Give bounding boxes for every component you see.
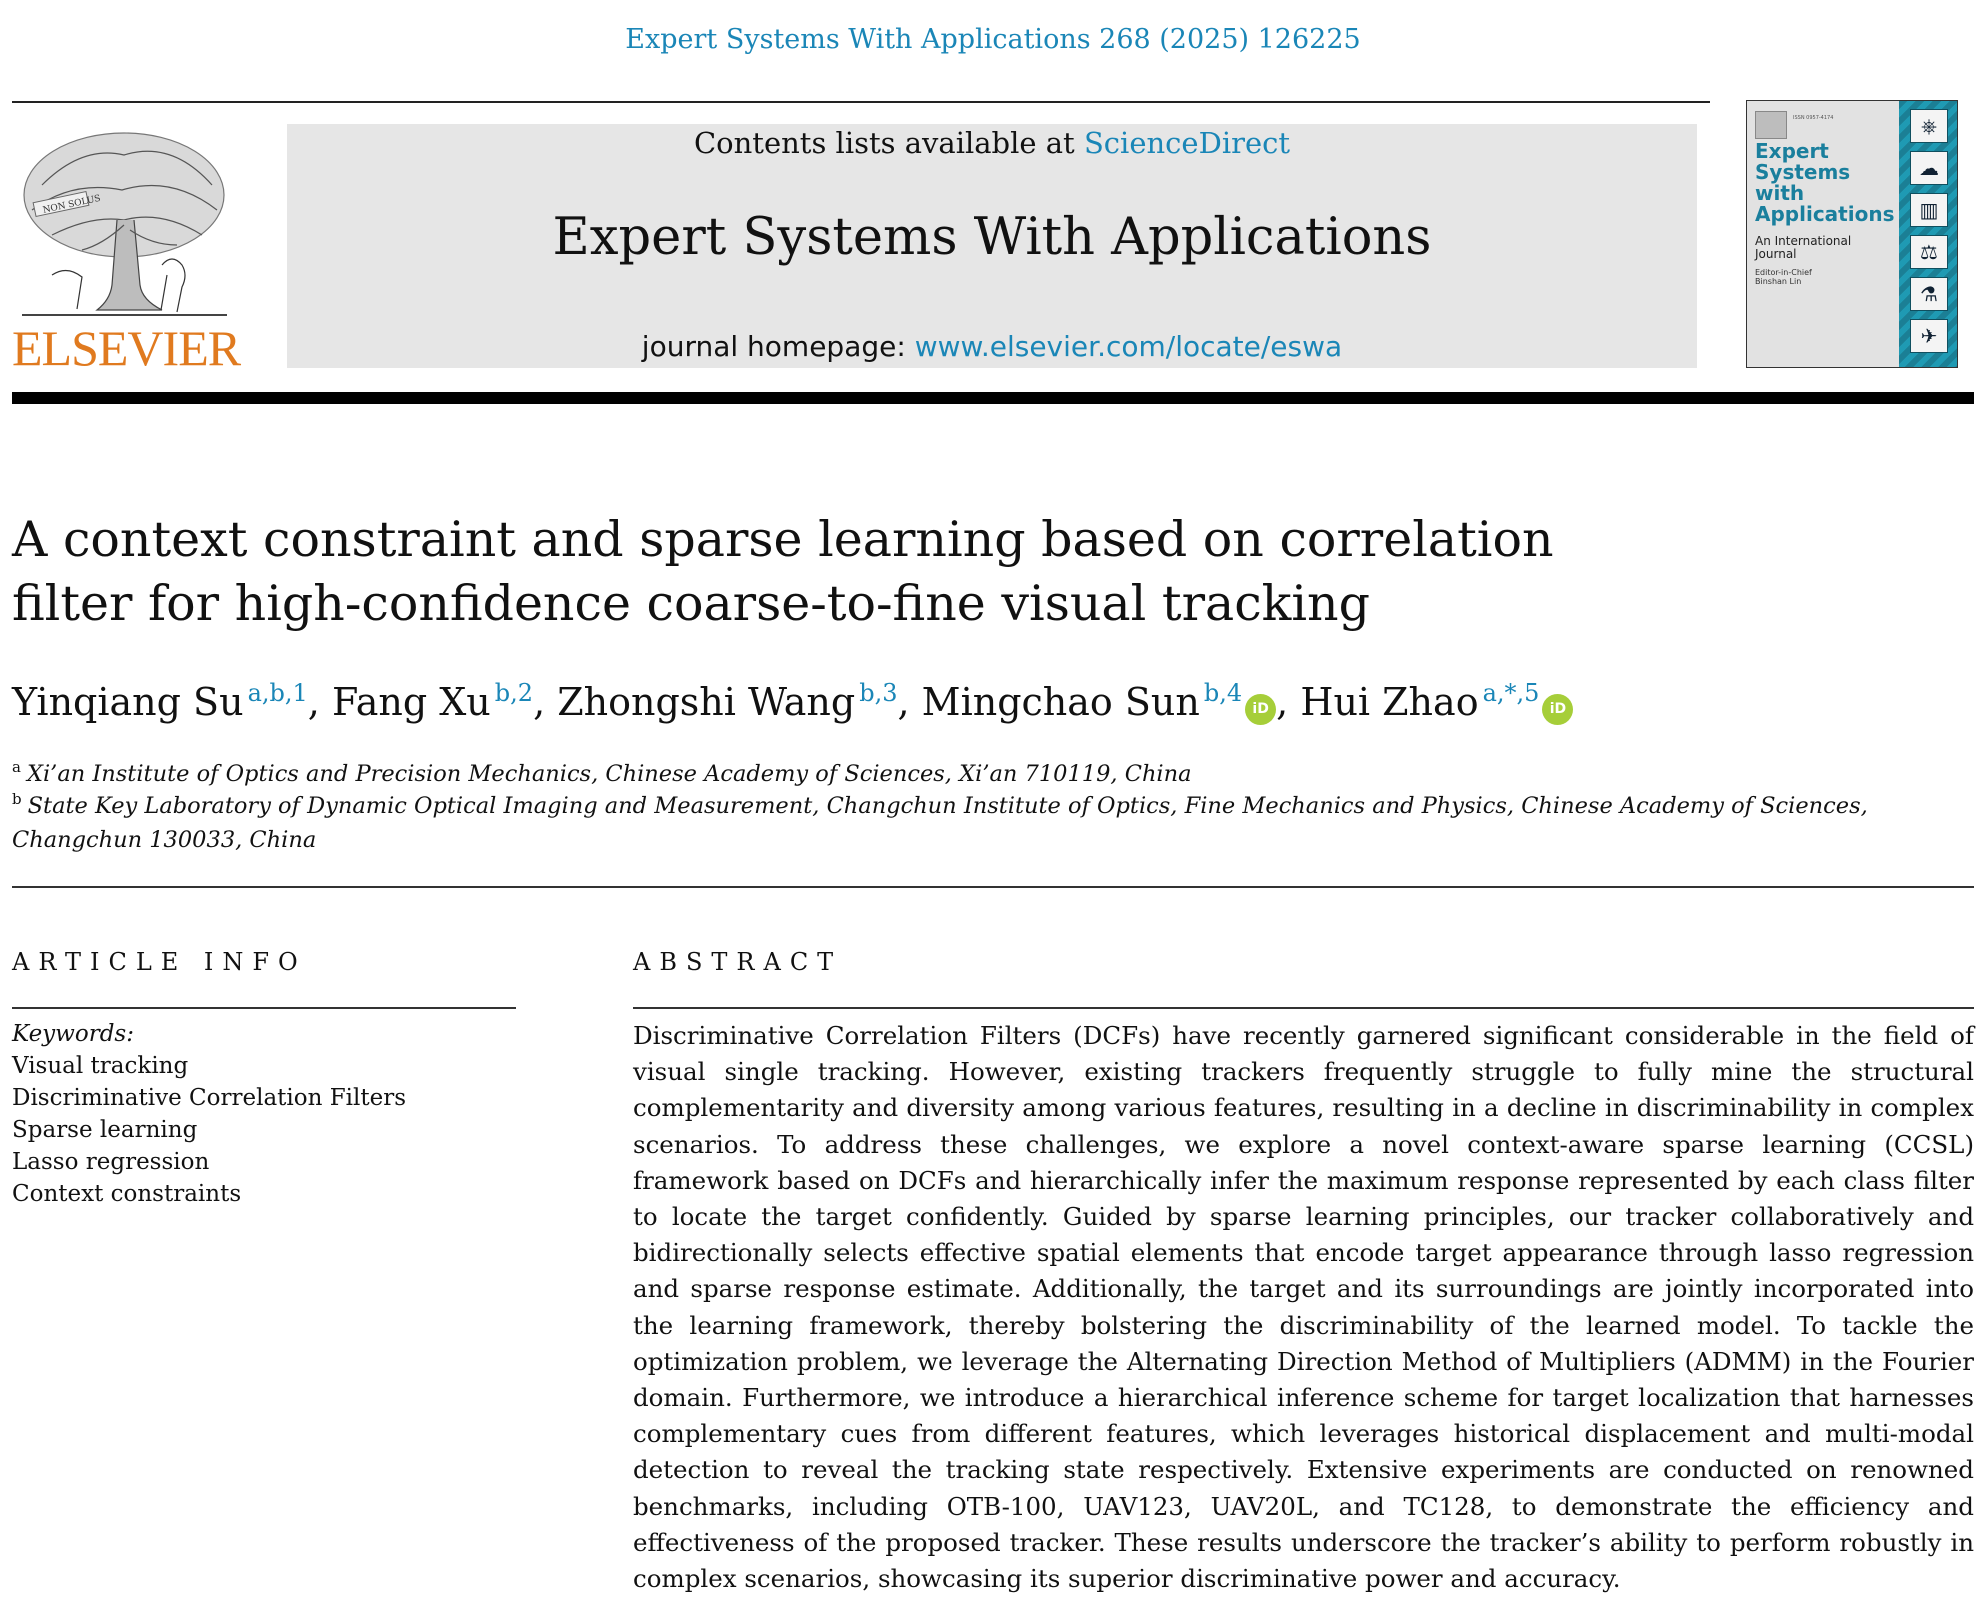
- author-affiliation-refs[interactable]: a,*,5: [1482, 679, 1540, 707]
- steering-wheel-icon: ⎈: [1910, 109, 1948, 143]
- bar-chart-icon: ▥: [1910, 193, 1948, 227]
- keyword-item: Visual tracking: [12, 1053, 189, 1079]
- abstract-rule: [633, 1007, 1974, 1009]
- author-name[interactable]: Yinqiang Su: [12, 680, 244, 724]
- author-separator: ,: [897, 680, 922, 724]
- keyword-item: Sparse learning: [12, 1117, 198, 1143]
- brain-icon: ☁: [1910, 151, 1948, 185]
- journal-title: Expert Systems With Applications: [552, 208, 1432, 267]
- contents-prefix: Contents lists available at: [693, 126, 1084, 160]
- keyword-item: Discriminative Correlation Filters: [12, 1085, 407, 1111]
- cover-editor-name: Binshan Lin: [1755, 277, 1802, 286]
- affiliation-rule: [12, 886, 1974, 888]
- scales-icon: ⚖: [1910, 235, 1948, 269]
- cover-issn: ISSN 0957-4174: [1793, 115, 1834, 121]
- header-thick-rule: [12, 392, 1974, 404]
- abstract-heading: ABSTRACT: [633, 948, 843, 976]
- author-name[interactable]: Hui Zhao: [1300, 680, 1479, 724]
- abstract-text: Discriminative Correlation Filters (DCFs) have recently garnered significant considerable in the field of visual single tracking. However, existing trackers frequently struggle to fully mine the structural complementarity and diversity among various features, resulting in a decline in discriminability in complex scenarios. To address these challenges, we explore a novel context-aware sparse learning (CCSL) framework based on DCFs and hierarchically infer the maximum response represented by each class filter to locate the target confidently. Guided by sparse learning principles, our tracker collaboratively and bidirectionally selects effective spatial elements that encode target appearance through lasso regression and sparse response estimate. Additionally, the target and its surroundings are jointly incorporated into the learning framework, thereby bolstering the discriminability of the learned model. To tackle the optimization problem, we leverage the Alternating Direction Method of Multipliers (ADMM) in the Fourier domain. Furthermore, we introduce a hierarchical inference scheme for target localization that harnesses complementary cues from different features, which leverages historical displacement and multi-modal detection to reveal the tracking state respectively. Extensive experiments are conducted on renowned benchmarks, including OTB-100, UAV123, UAV20L, and TC128, to demonstrate the efficiency and effectiveness of the proposed tracker. These results underscore the tracker’s ability to perform robustly in complex scenarios, showcasing its superior discriminative power and accuracy.: [633, 1021, 1974, 1594]
- satellite-icon: ✈: [1910, 319, 1948, 353]
- author-list: [12, 680, 1972, 725]
- header-top-rule: [12, 101, 1710, 103]
- keywords-list: [12, 1050, 532, 1210]
- article-title: A context constraint and sparse learning based on correlation filter for high-confidence coarse-to-fine visual tracking: [12, 511, 1554, 632]
- logo-motto: NON SOLUS: [41, 193, 102, 216]
- keywords-block: [12, 1018, 532, 1210]
- article-info-rule: [12, 1007, 516, 1009]
- author-separator: ,: [307, 680, 332, 724]
- affiliation-text: State Key Laboratory of Dynamic Optical Imaging and Measurement, Changchun Institute of Optics, Fine Mechanics and Physics, Chinese Academy of Sciences, Changchun 130033, China: [12, 793, 1868, 853]
- author-separator: ,: [1276, 680, 1301, 724]
- author-name[interactable]: Zhongshi Wang: [557, 680, 856, 724]
- orcid-icon[interactable]: iD: [1542, 694, 1573, 725]
- affiliation-b: [12, 790, 1972, 856]
- journal-homepage-link[interactable]: www.elsevier.com/locate/eswa: [914, 330, 1343, 363]
- journal-homepage-line: [287, 330, 1697, 363]
- cover-mini-image: [1755, 111, 1787, 139]
- cover-editor: [1755, 268, 1895, 286]
- cover-editor-label: Editor-in-Chief: [1755, 268, 1812, 277]
- cover-subtitle: An International Journal: [1755, 234, 1852, 261]
- cover-title: Expert Systems with Applications: [1755, 139, 1895, 226]
- author-affiliation-refs[interactable]: b,3: [859, 679, 898, 707]
- affiliation-text: Xi’an Institute of Optics and Precision Mechanics, Chinese Academy of Sciences, Xi’an 710119, China: [26, 761, 1192, 787]
- keyword-item: Lasso regression: [12, 1149, 210, 1175]
- affiliation-mark: a: [12, 758, 21, 776]
- author-affiliation-refs[interactable]: b,4: [1203, 679, 1243, 707]
- contents-available-line: [287, 124, 1697, 160]
- sciencedirect-link[interactable]: ScienceDirect: [1083, 126, 1291, 160]
- orcid-icon[interactable]: iD: [1245, 694, 1276, 725]
- keyword-item: Context constraints: [12, 1181, 242, 1207]
- author-name[interactable]: Mingchao Sun: [921, 680, 1200, 724]
- article-info-heading: ARTICLE INFO: [12, 948, 307, 976]
- affiliation-a: [12, 758, 1972, 792]
- journal-citation-link[interactable]: Expert Systems With Applications 268 (2025) 126225: [625, 24, 1361, 55]
- elsevier-logo[interactable]: [10, 125, 241, 376]
- affiliation-mark: b: [12, 790, 22, 808]
- journal-header-box: [287, 124, 1697, 368]
- author-name[interactable]: Fang Xu: [331, 680, 491, 724]
- keywords-label: Keywords:: [12, 1021, 134, 1047]
- author-affiliation-refs[interactable]: b,2: [494, 679, 534, 707]
- author-separator: ,: [533, 680, 558, 724]
- cover-icon-strip: [1899, 101, 1957, 367]
- author-affiliation-refs[interactable]: a,b,1: [247, 679, 308, 707]
- elsevier-wordmark: ELSEVIER: [12, 320, 241, 376]
- journal-cover-thumbnail[interactable]: [1746, 100, 1958, 368]
- microscope-icon: ⚗: [1910, 277, 1948, 311]
- elsevier-tree-icon: [12, 125, 237, 323]
- homepage-prefix: journal homepage:: [641, 330, 915, 363]
